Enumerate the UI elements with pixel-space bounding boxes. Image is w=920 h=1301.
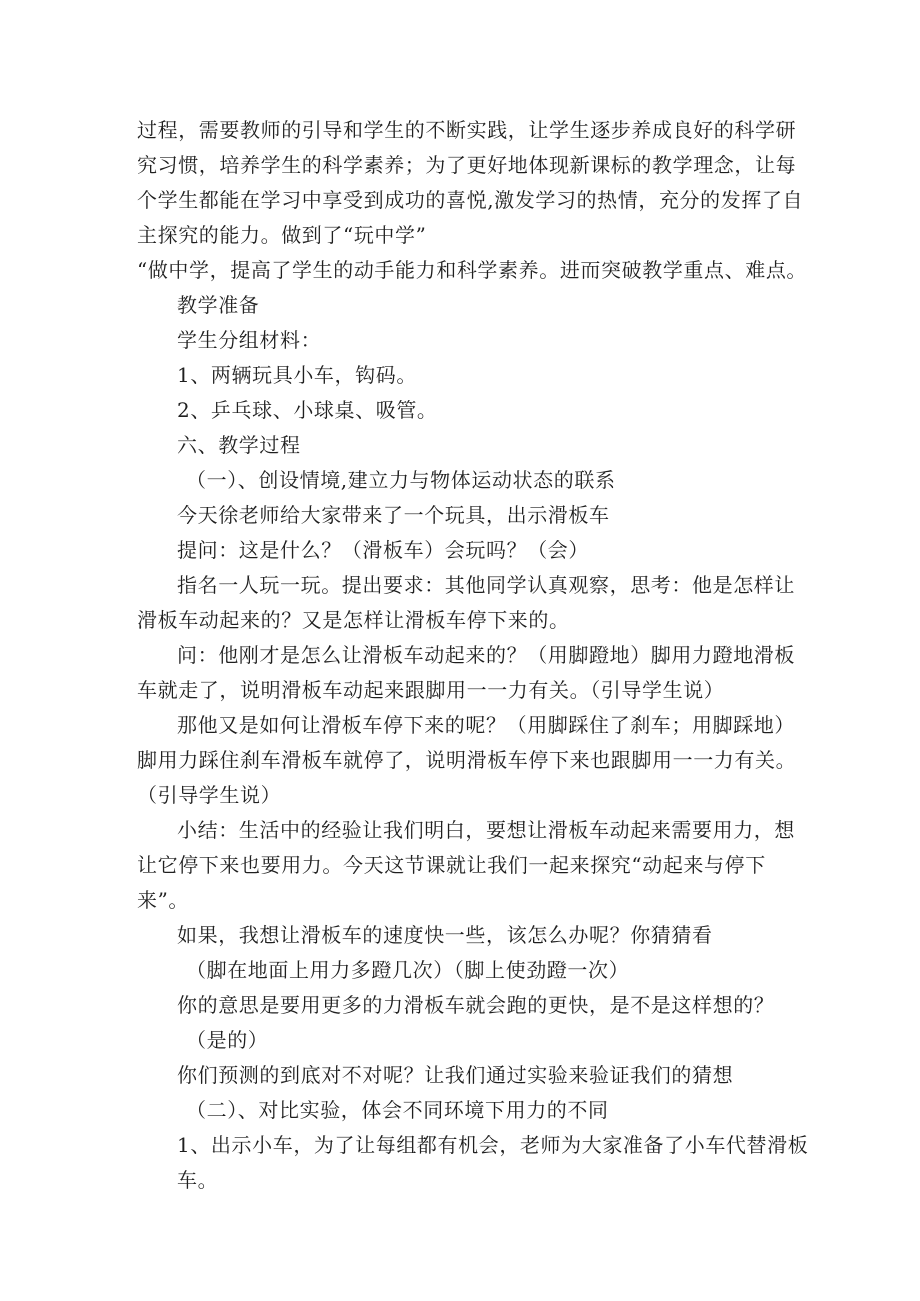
section-heading: 教学准备 <box>177 293 260 317</box>
list-item: 1、出示小车，为了让每组都有机会，老师为大家准备了小车代替滑板 <box>177 1133 809 1157</box>
text-line: 那他又是如何让滑板车停下来的呢？（用脚踩住了刹车；用脚踩地） <box>177 713 795 737</box>
text-line: “做中学，提高了学生的动手能力和科学素养。进而突破教学重点、难点。 <box>137 258 808 282</box>
text-line: 个学生都能在学习中享受到成功的喜悦,激发学习的热情，充分的发挥了自 <box>137 188 804 212</box>
list-item: 1、两辆玩具小车，钩码。 <box>177 363 417 387</box>
section-heading: 六、教学过程 <box>177 433 301 457</box>
text-line: （是的） <box>186 1028 269 1052</box>
text-line: 你的意思是要用更多的力滑板车就会跑的更快，是不是这样想的？ <box>177 993 775 1017</box>
subsection-heading: （一）、创设情境,建立力与物体运动状态的联系 <box>186 468 616 492</box>
text-line: 究习惯，培养学生的科学素养；为了更好地体现新课标的教学理念，让每 <box>137 153 797 177</box>
text-line: 指名一人玩一玩。提出要求：其他同学认真观察，思考：他是怎样让 <box>177 573 795 597</box>
text-line: 车就走了，说明滑板车动起来跟脚用一一力有关。（引导学生说） <box>137 678 725 702</box>
text-line: 今天徐老师给大家带来了一个玩具，出示滑板车 <box>177 503 610 527</box>
text-line: 学生分组材料： <box>177 328 322 352</box>
text-line: 问：他刚才是怎么让滑板车动起来的？（用脚蹬地）脚用力蹬地滑板 <box>177 643 795 667</box>
text-line: 脚用力踩住刹车滑板车就停了，说明滑板车停下来也跟脚用一一力有关。 <box>137 748 797 772</box>
text-line: （引导学生说） <box>137 783 282 807</box>
text-line: 过程，需要教师的引导和学生的不断实践，让学生逐步养成良好的科学研 <box>137 118 797 142</box>
text-line: （脚在地面上用力多蹬几次）（脚上使劲蹬一次） <box>186 958 630 982</box>
text-line: 来”。 <box>137 888 190 912</box>
subsection-heading: （二）、对比实验，体会不同环境下用力的不同 <box>186 1098 609 1122</box>
text-line: 主探究的能力。做到了“玩中学” <box>137 223 427 247</box>
text-line: 小结：生活中的经验让我们明白，要想让滑板车动起来需要用力，想 <box>177 818 795 842</box>
text-line: 滑板车动起来的？又是怎样让滑板车停下来的。 <box>137 608 570 632</box>
text-line: 让它停下来也要用力。今天这节课就让我们一起来探究“动起来与停下 <box>137 853 766 877</box>
text-line: 车。 <box>177 1168 219 1192</box>
text-line: 如果，我想让滑板车的速度快一些，该怎么办呢？你猜猜看 <box>177 923 713 947</box>
text-line: 你们预测的到底对不对呢？让我们通过实验来验证我们的猜想 <box>177 1063 734 1087</box>
list-item: 2、乒乓球、小球桌、吸管。 <box>177 398 438 422</box>
text-line: 提问：这是什么？（滑板车）会玩吗？（会） <box>177 538 589 562</box>
